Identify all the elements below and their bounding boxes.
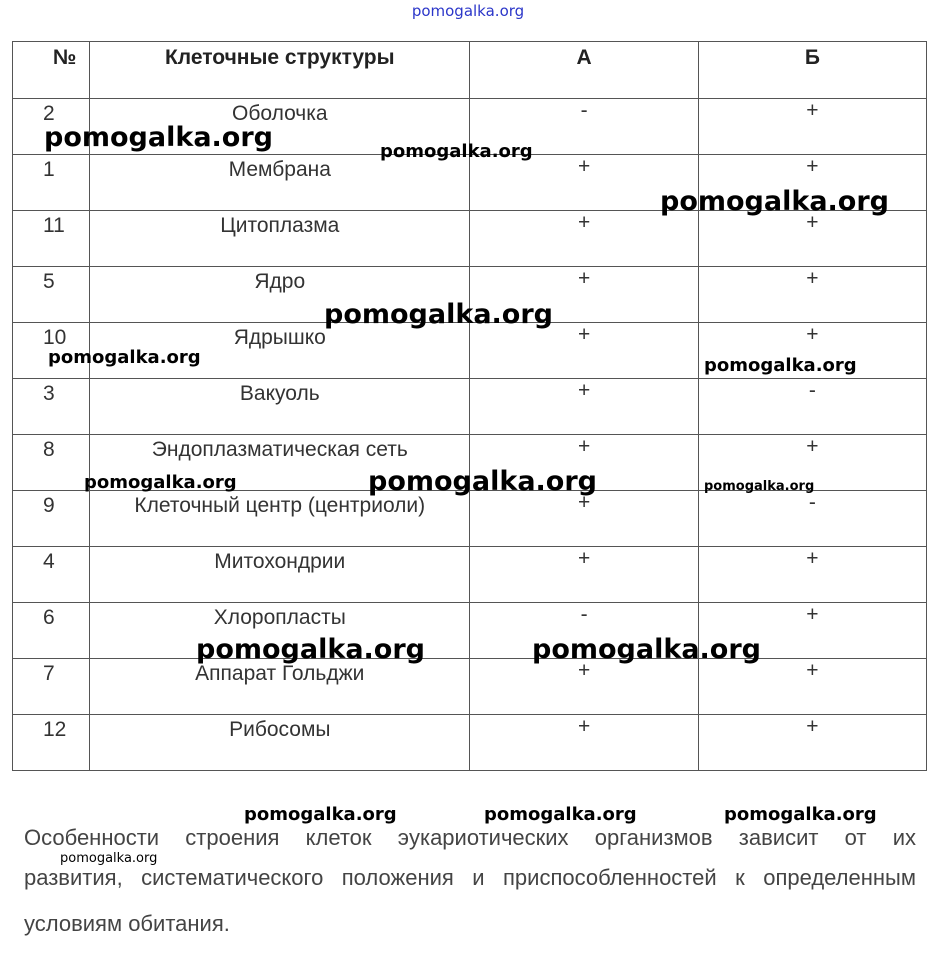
row-structure: Хлоропласты: [213, 606, 346, 629]
watermark: pomogalka.org: [368, 466, 597, 497]
header-a: А: [576, 46, 592, 69]
row-b-mark: +: [806, 715, 819, 738]
row-a-mark: +: [577, 155, 591, 178]
row-b-mark: +: [806, 435, 819, 458]
watermark: pomogalka.org: [380, 141, 533, 162]
row-b-mark: -: [808, 491, 816, 514]
row-num: 9: [43, 494, 55, 517]
row-structure: Эндоплазматическая сеть: [151, 438, 408, 461]
watermark: pomogalka.org: [196, 634, 425, 665]
header-structure: Клеточные структуры: [164, 46, 395, 69]
watermark: pomogalka.org: [484, 804, 637, 825]
row-b-mark: +: [806, 99, 819, 122]
watermark: pomogalka.org: [724, 804, 877, 825]
cell-structures-table: [12, 41, 927, 771]
row-b-mark: +: [806, 659, 819, 682]
row-num: 11: [43, 214, 65, 237]
row-num: 12: [43, 718, 67, 741]
row-num: 5: [43, 270, 55, 293]
header-b-cell: [698, 42, 926, 99]
row-num: 3: [43, 382, 55, 405]
table-row: [13, 435, 927, 491]
header-structure-cell: [90, 42, 470, 99]
row-structure: Вакуоль: [239, 382, 320, 405]
paragraph-line: Особенности строения клеток эукариотических организмов зависит от их: [24, 825, 916, 850]
table-row: [13, 155, 927, 211]
header-num: №: [52, 46, 77, 69]
watermark: pomogalka.org: [244, 804, 397, 825]
header-num-cell: [13, 42, 90, 99]
row-a-mark: +: [577, 323, 591, 346]
row-num: 2: [43, 102, 55, 125]
row-num: 10: [43, 326, 67, 349]
row-structure: Ядро: [254, 270, 306, 293]
row-num: 1: [43, 158, 55, 181]
row-structure: Цитоплазма: [220, 214, 340, 237]
header-a-cell: [470, 42, 698, 99]
row-a-mark: +: [577, 267, 591, 290]
table-row: [13, 659, 927, 715]
paragraph-line: условиям обитания.: [24, 911, 230, 936]
row-structure: Ядрышко: [233, 326, 326, 349]
row-structure: Оболочка: [232, 102, 328, 125]
row-a-mark: -: [580, 603, 588, 626]
paragraph-line: развития, систематического положения и приспособленностей к определенным: [24, 865, 916, 890]
row-a-mark: +: [577, 379, 591, 402]
conclusion-paragraph: [24, 818, 916, 944]
header-b: Б: [804, 46, 820, 69]
row-a-mark: +: [577, 211, 591, 234]
row-structure: Клеточный центр (центриоли): [134, 494, 426, 517]
watermark: pomogalka.org: [324, 299, 553, 330]
row-num: 4: [43, 550, 55, 573]
table-row: [13, 99, 927, 155]
row-b-mark: +: [806, 211, 819, 234]
row-b-mark: -: [808, 379, 816, 402]
row-b-mark: +: [806, 547, 819, 570]
row-structure: Митохондрии: [214, 550, 346, 573]
row-num: 6: [43, 606, 55, 629]
watermark: pomogalka.org: [48, 347, 201, 368]
table-row: [13, 491, 927, 547]
row-structure: Мембрана: [228, 158, 331, 181]
row-a-mark: +: [577, 435, 591, 458]
row-num: 7: [43, 662, 55, 685]
table-header-row: [13, 42, 927, 99]
watermark: pomogalka.org: [532, 634, 761, 665]
watermark: pomogalka.org: [704, 479, 815, 494]
table-row: [13, 715, 927, 771]
row-a-mark: +: [577, 491, 591, 514]
row-b-mark: +: [806, 603, 819, 626]
row-structure: Рибосомы: [229, 718, 331, 741]
table-row: [13, 547, 927, 603]
watermark: pomogalka.org: [704, 355, 857, 376]
row-a-mark: +: [577, 715, 591, 738]
header-watermark: pomogalka.org: [411, 2, 525, 20]
watermark: pomogalka.org: [84, 472, 237, 493]
row-a-mark: +: [577, 659, 591, 682]
table-row: [13, 379, 927, 435]
watermark: pomogalka.org: [44, 122, 273, 153]
watermark: pomogalka.org: [660, 186, 889, 217]
row-a-mark: +: [577, 547, 591, 570]
row-b-mark: +: [806, 267, 819, 290]
watermark: pomogalka.org: [60, 851, 158, 866]
table-row: [13, 603, 927, 659]
table-row: [13, 323, 927, 379]
table-row: [13, 267, 927, 323]
row-num: 8: [43, 438, 55, 461]
row-b-mark: +: [806, 155, 819, 178]
row-a-mark: -: [580, 99, 588, 122]
row-b-mark: +: [806, 323, 819, 346]
table-row: [13, 211, 927, 267]
row-structure: Аппарат Гольджи: [195, 662, 365, 685]
